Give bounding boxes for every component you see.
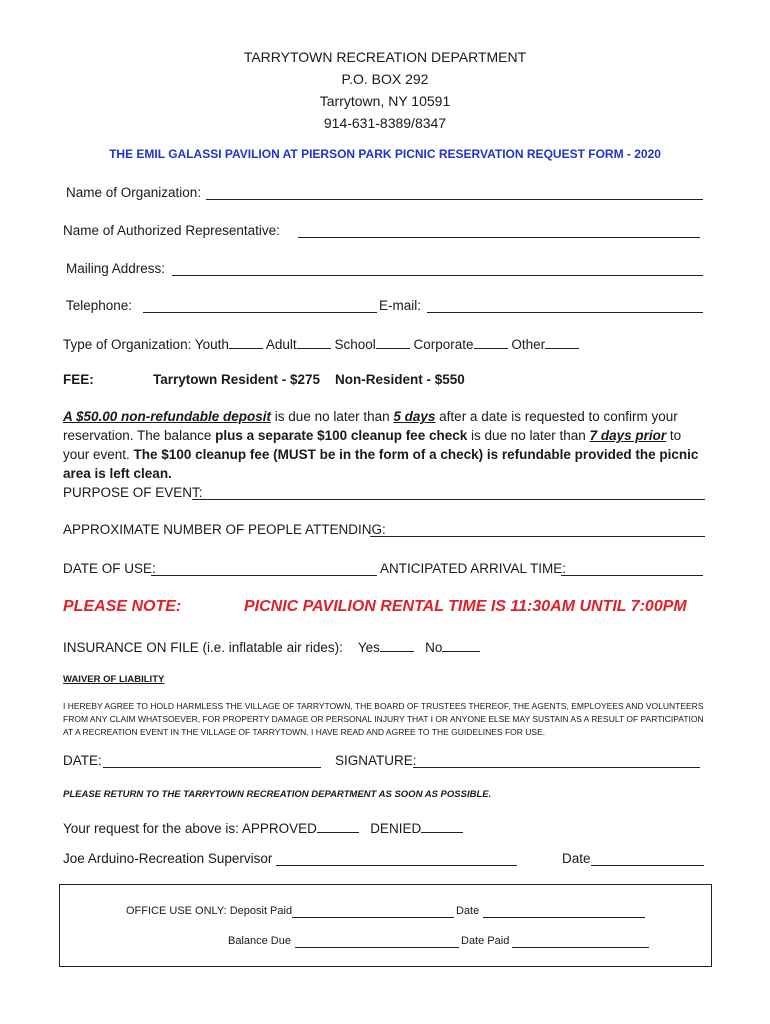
deposit-paid-label: OFFICE USE ONLY: Deposit Paid [126, 905, 293, 917]
arrival-field[interactable] [561, 575, 703, 576]
mailing-label: Mailing Address: [66, 261, 166, 276]
insurance-no-field[interactable] [442, 639, 480, 652]
insurance-label: INSURANCE ON FILE (i.e. inflatable air rides): [63, 640, 343, 655]
balance-due-field[interactable] [295, 947, 459, 948]
insurance-row [63, 639, 480, 655]
attendance-label: APPROXIMATE NUMBER OF PEOPLE ATTENDING: [63, 522, 386, 537]
waiver-text: I HEREBY AGREE TO HOLD HARMLESS THE VILLAGE OF TARRYTOWN, THE BOARD OF TRUSTEES THEREOF, THE AGENTS, EMPLOYEES AND VOLUNTEERS FROM ANY CLAIM WHATSOEVER, FOR PROPERTY DAMAGE OR PERSONAL INJURY THAT I OR ANYONE ELSE MAY SUSTAIN AS A RESULT OF PARTICIPATION AT A RECREATION EVENT IN THE VILLAGE OF TARRYTOWN. I HAVE READ AND AGREE TO THE GUIDELINES FOR USE. [63, 701, 704, 737]
rep-name-field[interactable] [298, 237, 700, 238]
purpose-label: PURPOSE OF EVENT: [63, 485, 203, 500]
rep-name-label: Name of Authorized Representative: [63, 223, 280, 238]
balance-days: 7 days prior [589, 428, 667, 443]
deposit-date-field[interactable] [483, 917, 645, 918]
sign-date-label: DATE: [63, 753, 102, 768]
other-field[interactable] [545, 336, 579, 349]
balance-due-label: Balance Due [228, 935, 291, 947]
org-type-label: Type of Organization: [63, 337, 192, 352]
denied-field[interactable] [421, 820, 463, 833]
rental-time-note: PICNIC PAVILION RENTAL TIME IS 11:30AM UNTIL 7:00PM [244, 598, 687, 615]
return-note: PLEASE RETURN TO THE TARRYTOWN RECREATION DEPARTMENT AS SOON AS POSSIBLE. [63, 789, 492, 800]
school-field[interactable] [376, 336, 410, 349]
deposit-paid-field[interactable] [292, 917, 454, 918]
supervisor-date-field[interactable] [591, 865, 704, 866]
deposit-date-label: Date [456, 905, 480, 917]
date-of-use-field[interactable] [151, 575, 377, 576]
youth-label: Youth [194, 337, 229, 352]
supervisor-label: Joe Arduino-Recreation Supervisor [63, 851, 273, 866]
attendance-field[interactable] [370, 536, 705, 537]
signature-label: SIGNATURE: [335, 753, 417, 768]
waiver-heading: WAIVER OF LIABILITY [63, 674, 165, 685]
deposit-text-2: after a date is requested to confirm your reservation. The balance [63, 409, 678, 443]
fee-non-resident: Non-Resident - $550 [335, 372, 465, 387]
org-type-row [63, 336, 579, 352]
denied-label: DENIED [370, 821, 422, 836]
telephone-field[interactable] [143, 312, 377, 313]
decision-label: Your request for the above is: [63, 821, 239, 836]
deposit-paragraph [63, 407, 708, 483]
signature-field[interactable] [413, 767, 700, 768]
arrival-label: ANTICIPATED ARRIVAL TIME: [380, 561, 567, 576]
office-use-box [59, 884, 712, 967]
youth-field[interactable] [229, 336, 263, 349]
please-note-label: PLEASE NOTE: [63, 598, 182, 615]
deposit-days: 5 days [393, 409, 436, 424]
deposit-text-4: to your event. [63, 428, 682, 462]
org-name-field[interactable] [206, 199, 703, 200]
po-box: P.O. BOX 292 [341, 71, 429, 87]
balance-note: plus a separate $100 cleanup fee check [215, 428, 468, 443]
city-state: Tarrytown, NY 10591 [319, 93, 451, 109]
fee-label: FEE: [63, 372, 94, 387]
mailing-field[interactable] [172, 275, 703, 276]
deposit-text-1: is due no later than [271, 409, 394, 424]
phone-numbers: 914-631-8389/8347 [323, 115, 447, 131]
fee-resident: Tarrytown Resident - $275 [153, 372, 321, 387]
telephone-label: Telephone: [66, 298, 133, 313]
deposit-amount: A $50.00 non-refundable deposit [63, 409, 272, 424]
supervisor-date-label: Date [562, 851, 591, 866]
date-paid-field[interactable] [512, 947, 649, 948]
date-of-use-label: DATE OF USE: [63, 561, 156, 576]
approved-field[interactable] [317, 820, 359, 833]
adult-label: Adult [265, 337, 297, 352]
email-label: E-mail: [379, 298, 422, 313]
approved-label: APPROVED [241, 821, 317, 836]
date-paid-label: Date Paid [461, 935, 510, 947]
corporate-label: Corporate [413, 337, 474, 352]
sign-date-field[interactable] [103, 767, 321, 768]
purpose-field[interactable] [192, 499, 705, 500]
cleanup-fee-note: The $100 cleanup fee (MUST be in the form of a check) is refundable provided the picnic area is left clean. [63, 447, 699, 481]
email-field[interactable] [427, 312, 703, 313]
corporate-field[interactable] [474, 336, 508, 349]
insurance-no-label: No [425, 640, 443, 655]
form-title: THE EMIL GALASSI PAVILION AT PIERSON PARK PICNIC RESERVATION REQUEST FORM - 2020 [109, 147, 661, 161]
other-label: Other [511, 337, 546, 352]
deposit-text-3: is due no later than [467, 428, 590, 443]
decision-row [63, 820, 463, 836]
adult-field[interactable] [297, 336, 331, 349]
insurance-yes-field[interactable] [380, 639, 414, 652]
org-name-header: TARRYTOWN RECREATION DEPARTMENT [243, 49, 527, 65]
insurance-yes-label: Yes [357, 640, 380, 655]
org-name-label: Name of Organization: [66, 185, 202, 200]
school-label: School [334, 337, 376, 352]
supervisor-signature-field[interactable] [276, 865, 517, 866]
